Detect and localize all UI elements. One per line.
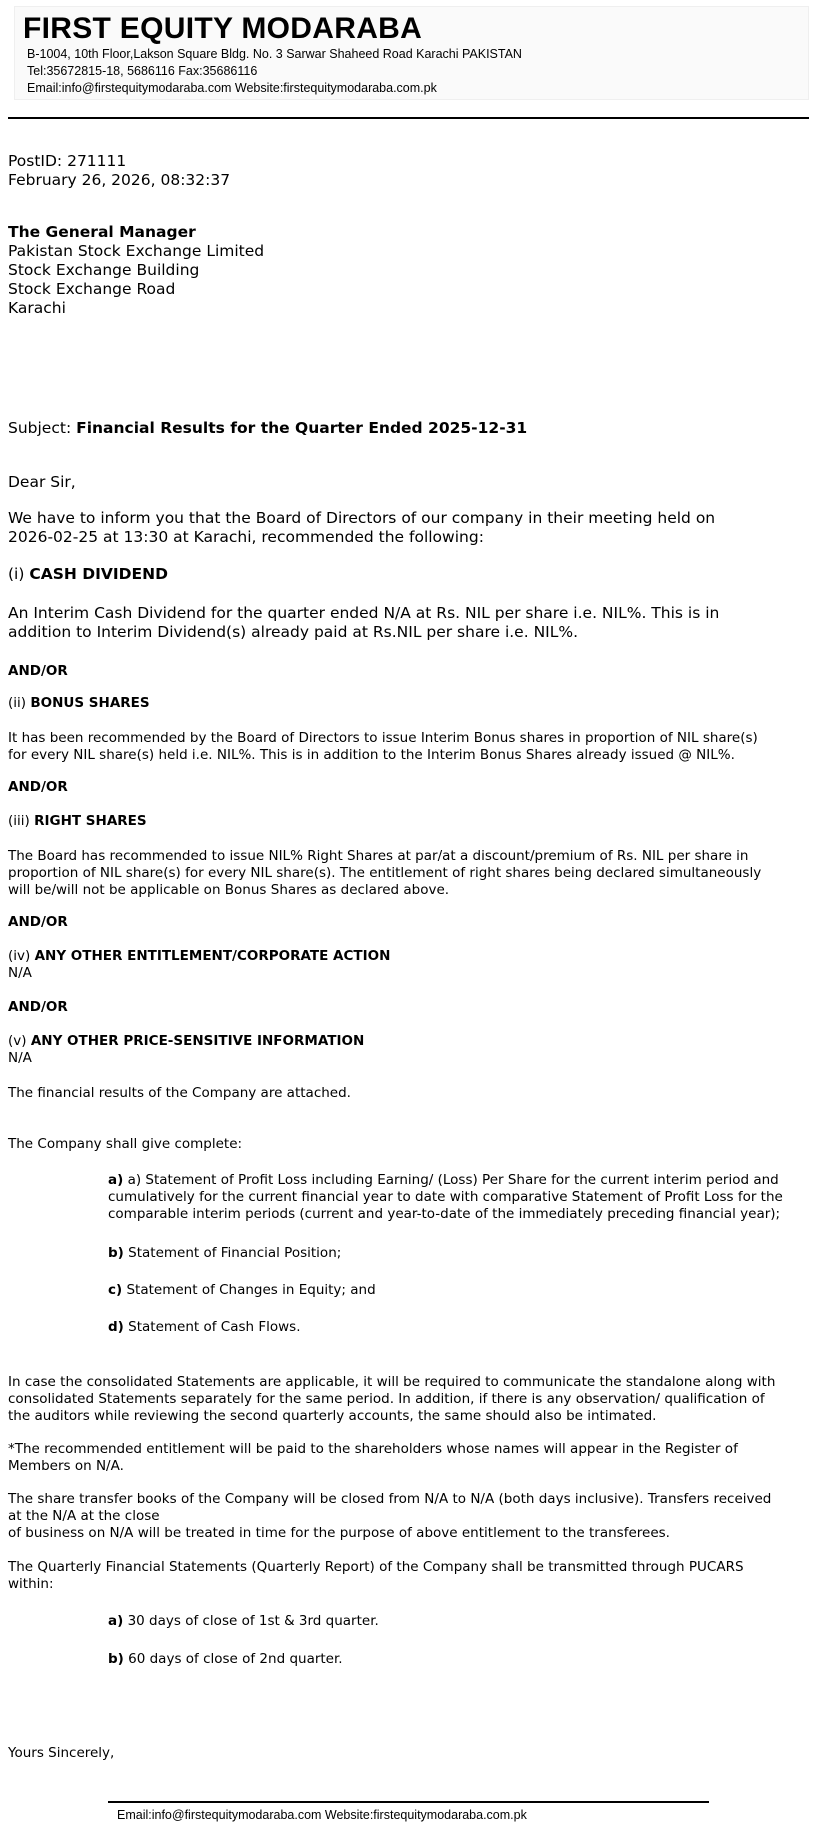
cash-dividend-text: An Interim Cash Dividend for the quarter ended N/A at Rs. NIL per share i.e. NIL%. This is in <box>8 604 720 622</box>
and-or-label: AND/OR <box>8 914 68 930</box>
salutation: Dear Sir, <box>8 473 76 491</box>
recipient-line: Stock Exchange Road <box>8 280 176 298</box>
statement-d <box>108 1319 301 1336</box>
list-marker: b) <box>108 1651 124 1667</box>
recipient-line: Karachi <box>8 299 66 317</box>
entitlement-note: *The recommended entitlement will be paid to the shareholders whose names will appear in the Register of <box>8 1441 738 1457</box>
bonus-shares-heading <box>8 695 150 712</box>
list-marker: a) <box>108 1613 124 1629</box>
entitlement-note: Members on N/A. <box>8 1458 124 1474</box>
section-title: ANY OTHER ENTITLEMENT/CORPORATE ACTION <box>34 948 391 964</box>
pucars-text: The Quarterly Financial Statements (Quarterly Report) of the Company shall be transmitted through PUCARS <box>8 1559 744 1575</box>
subject-label: Subject: <box>8 419 72 437</box>
deadline-a-text: 30 days of close of 1st & 3rd quarter. <box>127 1613 379 1629</box>
closing: Yours Sincerely, <box>8 1745 115 1761</box>
recipient-title: The General Manager <box>8 223 196 241</box>
books-closed-text: The share transfer books of the Company will be closed from N/A to N/A (both days inclusive). Transfers received <box>8 1491 772 1507</box>
other-entitlement-heading <box>8 948 390 965</box>
consolidated-text: consolidated Statements separately for the same period. In addition, if there is any observation/ qualification of <box>8 1391 765 1407</box>
cash-dividend-heading <box>8 565 168 584</box>
statement-a-text: comparable interim periods (current and year-to-date of the immediately preceding financial year); <box>108 1206 781 1222</box>
right-shares-text: proportion of NIL share(s) for every NIL share(s). The entitlement of right shares being declared simultaneously <box>8 865 762 881</box>
recipient-line: Pakistan Stock Exchange Limited <box>8 242 265 260</box>
subject-text: Financial Results for the Quarter Ended 2025-12-31 <box>76 419 528 437</box>
section-number: (i) <box>8 565 25 583</box>
statement-b-text: Statement of Financial Position; <box>128 1245 342 1261</box>
recipient-line: Stock Exchange Building <box>8 261 200 279</box>
company-contact: Email:info@firstequitymodaraba.com Website:firstequitymodaraba.com.pk <box>27 81 437 95</box>
bonus-shares-text: It has been recommended by the Board of Directors to issue Interim Bonus shares in proportion of NIL share(s) <box>8 730 758 746</box>
intro-line: 2026-02-25 at 13:30 at Karachi, recommended the following: <box>8 528 484 546</box>
post-datetime: February 26, 2026, 08:32:37 <box>8 171 231 189</box>
intro-line: We have to inform you that the Board of Directors of our company in their meeting held on <box>8 509 716 527</box>
list-marker: a) <box>108 1172 124 1188</box>
section-title: ANY OTHER PRICE-SENSITIVE INFORMATION <box>30 1033 365 1049</box>
list-marker: c) <box>108 1282 123 1298</box>
right-shares-text: will be/will not be applicable on Bonus Shares as declared above. <box>8 882 450 898</box>
statement-d-text: Statement of Cash Flows. <box>128 1319 301 1335</box>
bonus-shares-text: for every NIL share(s) held i.e. NIL%. This is in addition to the Interim Bonus Shares already issued @ NIL%. <box>8 747 735 763</box>
cash-dividend-text: addition to Interim Dividend(s) already paid at Rs.NIL per share i.e. NIL%. <box>8 623 579 641</box>
section-title: BONUS SHARES <box>30 695 150 711</box>
right-shares-text: The Board has recommended to issue NIL% Right Shares at par/at a discount/premium of Rs. NIL per share in <box>8 848 749 864</box>
pucars-text: within: <box>8 1576 54 1592</box>
books-closed-text: of business on N/A will be treated in time for the purpose of above entitlement to the transferees. <box>8 1525 670 1541</box>
footer-contact: Email:info@firstequitymodaraba.com Website:firstequitymodaraba.com.pk <box>117 1808 527 1822</box>
and-or-label: AND/OR <box>8 779 68 795</box>
statement-a-text: a) Statement of Profit Loss including Earning/ (Loss) Per Share for the current interim period and <box>127 1172 779 1188</box>
and-or-label: AND/OR <box>8 663 68 679</box>
statement-b <box>108 1245 341 1262</box>
list-marker: d) <box>108 1319 124 1335</box>
deadline-b-text: 60 days of close of 2nd quarter. <box>128 1651 343 1667</box>
other-entitlement-value: N/A <box>8 965 32 981</box>
subject-line <box>8 419 527 438</box>
consolidated-text: the auditors while reviewing the second quarterly accounts, the same should also be intimated. <box>8 1408 657 1424</box>
statement-a <box>108 1172 779 1189</box>
deadline-a <box>108 1613 379 1630</box>
section-number: (iv) <box>8 948 31 964</box>
deadline-b <box>108 1651 343 1668</box>
company-phone: Tel:35672815-18, 5686116 Fax:35686116 <box>27 64 258 78</box>
other-price-value: N/A <box>8 1050 32 1066</box>
section-title: CASH DIVIDEND <box>29 565 168 583</box>
other-price-heading <box>8 1033 364 1050</box>
results-attached: The financial results of the Company are attached. <box>8 1085 351 1101</box>
statement-c-text: Statement of Changes in Equity; and <box>126 1282 376 1298</box>
company-name: FIRST EQUITY MODARABA <box>23 12 423 45</box>
statement-a-text: cumulatively for the current financial year to date with comparative Statement of Profit Loss for the <box>108 1189 783 1205</box>
consolidated-text: In case the consolidated Statements are applicable, it will be required to communicate the standalone along with <box>8 1374 776 1390</box>
section-title: RIGHT SHARES <box>34 813 147 829</box>
books-closed-text: at the N/A at the close <box>8 1508 160 1524</box>
company-address: B-1004, 10th Floor,Lakson Square Bldg. No. 3 Sarwar Shaheed Road Karachi PAKISTAN <box>27 47 522 61</box>
statement-c <box>108 1282 376 1299</box>
section-number: (v) <box>8 1033 27 1049</box>
post-id: PostID: 271111 <box>8 152 127 170</box>
give-complete: The Company shall give complete: <box>8 1136 243 1152</box>
header-divider <box>8 117 809 119</box>
footer-divider <box>108 1801 709 1803</box>
section-number: (iii) <box>8 813 30 829</box>
right-shares-heading <box>8 813 147 830</box>
list-marker: b) <box>108 1245 124 1261</box>
and-or-label: AND/OR <box>8 999 68 1015</box>
section-number: (ii) <box>8 695 27 711</box>
